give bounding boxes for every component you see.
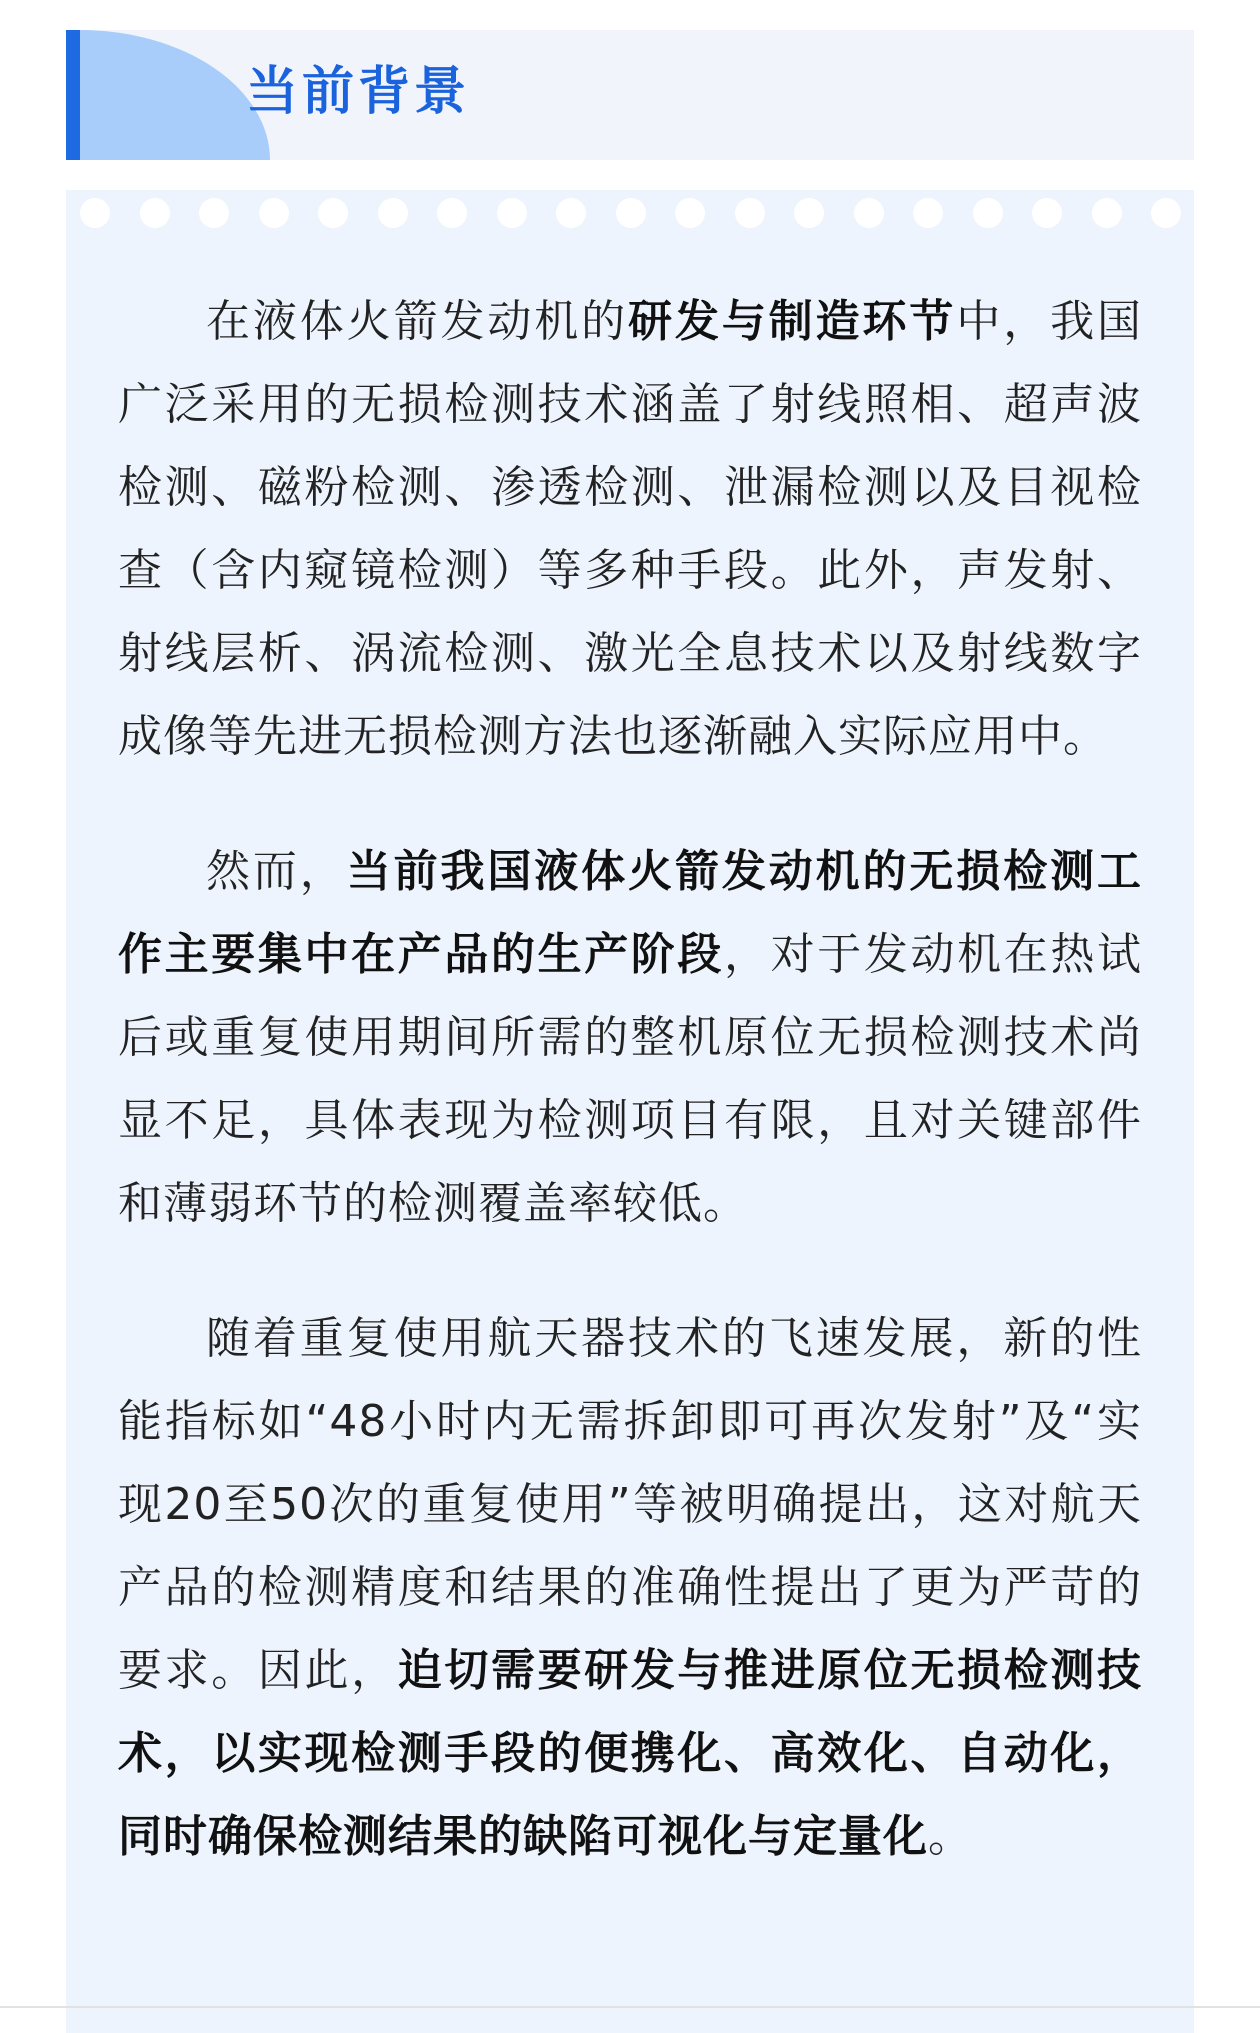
section-title: 当前背景 [246, 62, 471, 122]
decorative-dot [913, 198, 943, 228]
text-segment-bold: 研发与制造环节 [628, 296, 957, 347]
article-body [118, 280, 1142, 1930]
decorative-dot [259, 198, 289, 228]
decorative-dot [675, 198, 705, 228]
header-decoration-shape [80, 30, 270, 160]
decorative-dot [973, 198, 1003, 228]
text-segment: ，对于发动机在热试后或重复使用期间所需的整机原位无损检测技术尚显不足，具体表现为检测项目有限，且对关键部件和薄弱环节的检测覆盖率较低。 [118, 929, 1142, 1229]
text-segment-bold: 当前我国液体火箭发动机的无损检测工作主要集中在产品的生产阶段 [118, 846, 1143, 980]
header-accent-bar [66, 30, 80, 160]
paragraph-1 [118, 280, 1142, 778]
section-header [66, 30, 1194, 160]
decorative-dot [199, 198, 229, 228]
text-segment: 随着重复使用航天器技术的飞速发展，新的性能指标如“48小时内无需拆卸即可再次发射”及“实现20至50次的重复使用”等被明确提出，这对航天产品的检测精度和结果的准确性提出了更为严苛的要求。因此， [118, 1313, 1142, 1696]
decorative-dot [497, 198, 527, 228]
text-segment-bold: 迫切需要研发与推进原位无损检测技术，以实现检测手段的便携化、高效化、自动化，同时确保检测结果的缺陷可视化与定量化 [118, 1645, 1143, 1862]
decorative-dot [140, 198, 170, 228]
page-bottom-divider [0, 2006, 1260, 2008]
decorative-dot [318, 198, 348, 228]
decorative-dot [794, 198, 824, 228]
decorative-dot [556, 198, 586, 228]
decorative-dot [1151, 198, 1181, 228]
content-card [66, 190, 1194, 2033]
decorative-dot [854, 198, 884, 228]
decorative-dot [80, 198, 110, 228]
text-segment: 在液体火箭发动机的 [206, 296, 629, 347]
paragraph-2 [118, 830, 1142, 1245]
text-segment: 。 [928, 1811, 973, 1862]
dot-border-decoration [66, 190, 1194, 230]
paragraph-3 [118, 1297, 1142, 1878]
decorative-dot [437, 198, 467, 228]
decorative-dot [1032, 198, 1062, 228]
decorative-dot [616, 198, 646, 228]
text-segment: 然而， [206, 846, 347, 897]
text-segment: 中，我国广泛采用的无损检测技术涵盖了射线照相、超声波检测、磁粉检测、渗透检测、泄漏检测以及目视检查（含内窥镜检测）等多种手段。此外，声发射、射线层析、涡流检测、激光全息技术以及射线数字成像等先进无损检测方法也逐渐融入实际应用中。 [118, 296, 1143, 762]
decorative-dot [735, 198, 765, 228]
decorative-dot [378, 198, 408, 228]
decorative-dot [1092, 198, 1122, 228]
